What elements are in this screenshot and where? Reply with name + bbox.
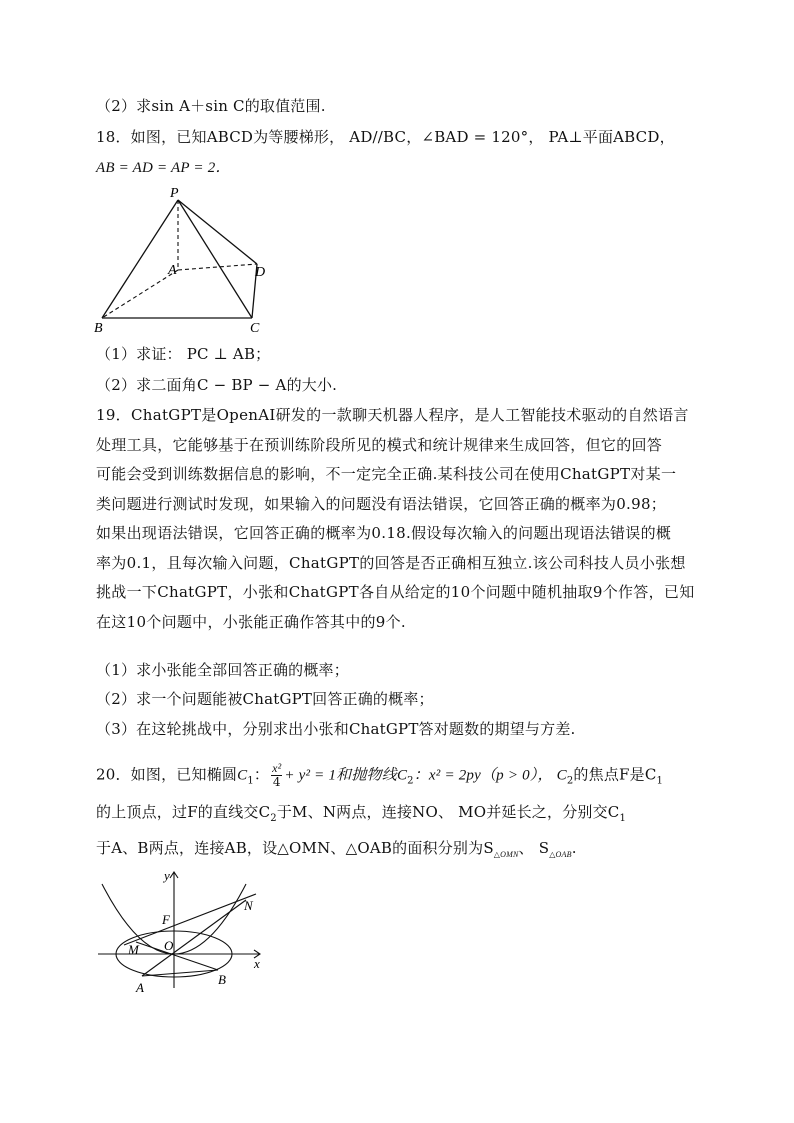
edge-PD bbox=[178, 200, 257, 264]
p20-line-2 bbox=[96, 802, 626, 829]
ellipse-name: C bbox=[237, 767, 248, 784]
p19-line: 如果出现语法错误，它回答正确的概率为0.18.假设每次输入的问题出现语法错误的概 bbox=[96, 524, 672, 542]
p19-line: 可能会受到训练数据信息的影响，不一定完全正确.某科技公司在使用ChatGPT对某一 bbox=[96, 465, 677, 483]
p20-intro: 20．如图，已知椭圆 bbox=[96, 765, 238, 784]
p19-line: 19．ChatGPT是OpenAI研发的一款聊天机器人程序，是人工智能技术驱动的自然语言 bbox=[96, 406, 689, 424]
colon: ： bbox=[253, 765, 270, 784]
p20-line-2b: 于M、N两点，连接NO、 MO并延长之，分别交C bbox=[276, 803, 620, 821]
p19-subquestion-1: （1）求小张能全部回答正确的概率； bbox=[96, 661, 349, 679]
label-B: B bbox=[94, 321, 103, 334]
edge-AD bbox=[178, 264, 257, 270]
label-A: A bbox=[168, 263, 177, 278]
p19-line: 类问题进行测试时发现，如果输入的问题没有语法错误，它回答正确的概率为0.98； bbox=[96, 494, 667, 513]
ellipse-subscript: 1 bbox=[247, 775, 254, 787]
parabola-subscript-2: 2 bbox=[566, 775, 574, 787]
p18-subquestion-2: （2）求二面角C − BP − A的大小. bbox=[96, 376, 338, 394]
label-A: A bbox=[136, 980, 144, 995]
label-O: O bbox=[164, 938, 174, 953]
p20-line-3a: 于A、B两点，连接AB，设△OMN、△OAB的面积分别为S bbox=[96, 839, 494, 857]
label-F: F bbox=[162, 912, 170, 927]
line-NO-extended bbox=[142, 900, 246, 976]
p19-stem bbox=[96, 401, 696, 637]
edge-PB bbox=[102, 200, 178, 318]
edge-PC bbox=[178, 200, 252, 318]
p20-line-3b: 、 S bbox=[518, 839, 550, 857]
p20-line-1 bbox=[96, 762, 663, 792]
p19-line: 处理工具，它能够基于在预训练阶段所见的模式和统计规律来生成回答，但它的回答 bbox=[96, 435, 663, 454]
p18-stem-line-2: AB = AD = AP = 2． bbox=[96, 160, 231, 176]
p19-line: 挑战一下ChatGPT，小张和ChatGPT各自从给定的10个问题中随机抽取9个作答，已知 bbox=[96, 583, 695, 601]
area-oab-subscript: △OAB bbox=[549, 850, 572, 859]
label-y: y bbox=[164, 868, 170, 883]
ellipse-subscript-2: 1 bbox=[656, 775, 664, 787]
label-D: D bbox=[255, 265, 266, 280]
p20-line-3 bbox=[96, 838, 577, 865]
label-C: C bbox=[250, 321, 260, 334]
ellipse-parabola-figure bbox=[94, 866, 274, 996]
pyramid-figure bbox=[92, 184, 272, 334]
p19-line: 率为0.1，且每次输入问题，ChatGPT的回答是否正确相互独立.该公司科技人员小张想 bbox=[96, 553, 686, 572]
label-M: M bbox=[128, 942, 139, 957]
focus-text: 的焦点F是C bbox=[573, 765, 657, 784]
ellipse-subscript-3: 1 bbox=[619, 813, 627, 824]
fraction-x2-over-4 bbox=[271, 762, 282, 789]
fraction-numerator: x² bbox=[272, 761, 282, 775]
p17-subquestion-2: （2）求sin A＋sin C的取值范围. bbox=[96, 97, 326, 115]
line-MN bbox=[124, 894, 256, 945]
parabola-equation: ：x² = 2py（p > 0）， C bbox=[413, 767, 567, 784]
edge-AB bbox=[102, 270, 178, 318]
label-N: N bbox=[244, 898, 253, 913]
p18-subquestion-1: （1）求证： PC ⊥ AB； bbox=[96, 345, 271, 363]
line-MO-extended bbox=[136, 942, 218, 970]
fraction-denominator: 4 bbox=[272, 775, 281, 789]
p18-stem-line-1: 18．如图，已知ABCD为等腰梯形， AD//BC，∠BAD = 120°， PA⊥平面ABCD， bbox=[96, 128, 675, 146]
parabola-subscript: 2 bbox=[407, 775, 414, 787]
area-omn-subscript: △OMN bbox=[493, 850, 519, 859]
p20-line-3c: . bbox=[571, 839, 577, 857]
ellipse-equation-rest: + y² = 1和抛物线C bbox=[284, 767, 408, 784]
label-B: B bbox=[218, 972, 226, 987]
p20-line-2a: 的上顶点，过F的直线交C bbox=[96, 803, 271, 821]
label-P: P bbox=[170, 186, 179, 201]
p19-line: 在这10个问题中，小张能正确作答其中的9个. bbox=[96, 612, 407, 631]
label-x: x bbox=[254, 956, 260, 971]
p19-subquestion-3: （3）在这轮挑战中，分别求出小张和ChatGPT答对题数的期望与方差. bbox=[96, 720, 576, 738]
parabola-subscript-3: 2 bbox=[270, 813, 277, 824]
p19-subquestion-2: （2）求一个问题能被ChatGPT回答正确的概率； bbox=[96, 690, 434, 708]
